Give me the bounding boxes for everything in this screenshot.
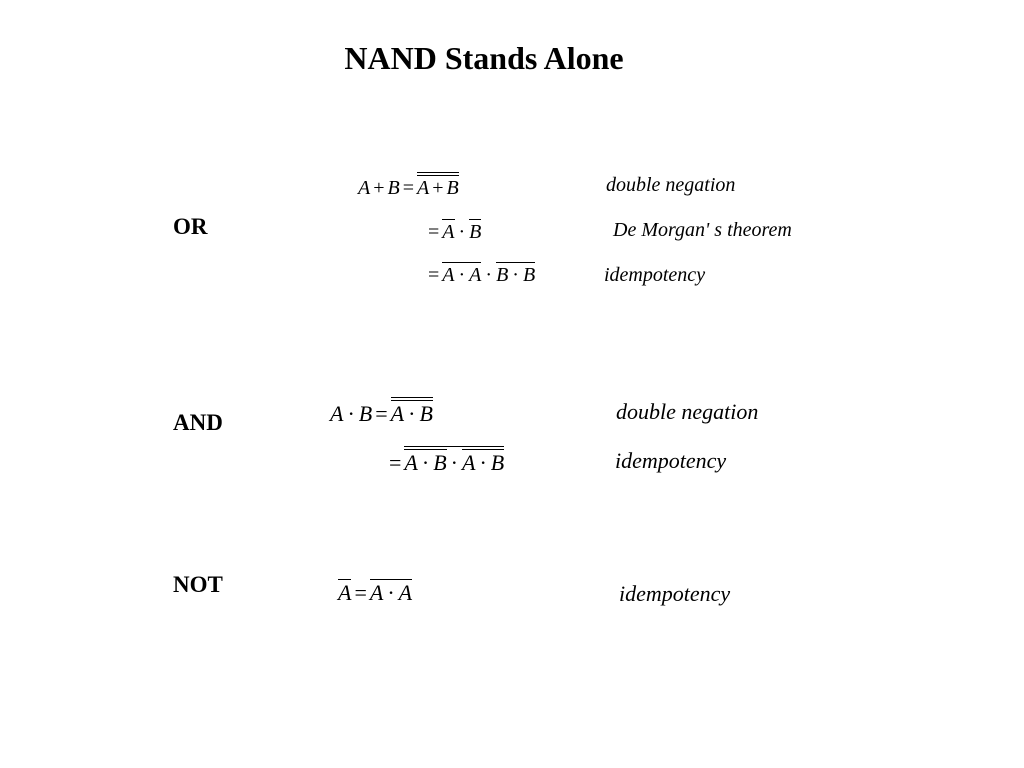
section-label-not: NOT <box>173 572 223 597</box>
or-justification-1: double negation <box>606 174 736 196</box>
not-equation-1: A = A · A <box>338 580 413 605</box>
or-equation-1: A + B = A + B <box>358 172 459 200</box>
or-equation-2: = A · B <box>428 221 482 243</box>
and-justification-1: double negation <box>616 399 759 424</box>
and-justification-2: idempotency <box>615 448 727 473</box>
or-justification-2: De Morgan' s theorem <box>613 219 792 241</box>
section-label-or: OR <box>173 214 208 239</box>
or-equation-3: = A · A · B · B <box>428 264 536 286</box>
section-label-and: AND <box>173 410 223 435</box>
page-title: NAND Stands Alone <box>344 40 624 76</box>
or-justification-3: idempotency <box>604 264 706 286</box>
and-equation-1: A · B = A · B <box>330 397 433 427</box>
and-equation-2: = A · B · A · B <box>386 446 504 476</box>
not-justification-1: idempotency <box>619 581 731 606</box>
